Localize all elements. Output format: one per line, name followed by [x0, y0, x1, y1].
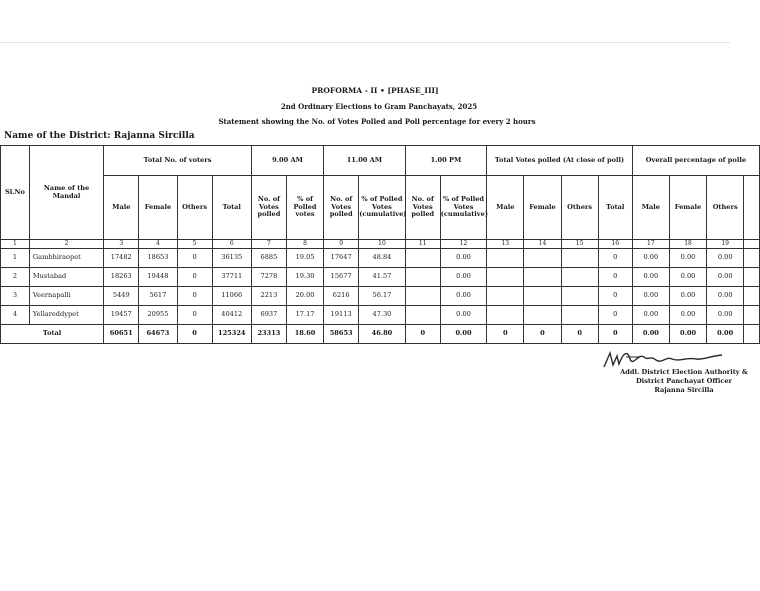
header-9am: 9.00 AM [251, 146, 323, 176]
cell-v1 [405, 249, 440, 268]
cell-others: 0 [177, 287, 212, 306]
cell-mandal: Yellareddypet [29, 306, 103, 325]
total-extra [744, 325, 760, 344]
cell-extra [744, 268, 760, 287]
total-v9: 23313 [251, 325, 286, 344]
total-overall-male: 0.00 [632, 325, 669, 344]
cell-v11: 15677 [324, 268, 359, 287]
cell-oo: 0.00 [707, 287, 744, 306]
total-overall-others: 0.00 [707, 325, 744, 344]
cell-v1 [405, 268, 440, 287]
col-num: 3 [104, 240, 139, 249]
cell-sl: 1 [1, 249, 30, 268]
sub-close-female: Female [524, 176, 561, 240]
cell-total: 40412 [212, 306, 251, 325]
cell-p9: 19.05 [286, 249, 323, 268]
cell-om: 0.00 [632, 306, 669, 325]
election-title: 2nd Ordinary Elections to Gram Panchayats, 2025 [280, 102, 478, 111]
cell-of: 0.00 [669, 268, 706, 287]
col-num: 10 [359, 240, 405, 249]
cell-v9: 7278 [251, 268, 286, 287]
total-total: 125324 [212, 325, 251, 344]
cell-p1: 0.00 [440, 268, 486, 287]
cell-co [561, 268, 598, 287]
total-v1: 0 [405, 325, 440, 344]
cell-ct: 0 [598, 268, 632, 287]
cell-om: 0.00 [632, 268, 669, 287]
header-slno: Sl.No [1, 146, 30, 240]
cell-cf [524, 306, 561, 325]
sub-others: Others [177, 176, 212, 240]
cell-others: 0 [177, 249, 212, 268]
col-num: 1 [1, 240, 30, 249]
votes-polled-table [0, 145, 760, 344]
header-mandal: Name of the Mandal [29, 146, 103, 240]
cell-oo: 0.00 [707, 249, 744, 268]
cell-p11: 47.30 [359, 306, 405, 325]
cell-sl: 3 [1, 287, 30, 306]
header-close-of-poll: Total Votes polled (At close of poll) [487, 146, 633, 176]
sub-close-male: Male [487, 176, 524, 240]
sub-votes-polled-11: No. of Votes polled [324, 176, 359, 240]
cell-om: 0.00 [632, 287, 669, 306]
cell-p1: 0.00 [440, 287, 486, 306]
col-num-extra [744, 240, 760, 249]
col-num: 6 [212, 240, 251, 249]
total-male: 60651 [104, 325, 139, 344]
cell-cf [524, 287, 561, 306]
col-num: 15 [561, 240, 598, 249]
cell-female: 5617 [139, 287, 177, 306]
cell-cm [487, 287, 524, 306]
cell-p9: 17.17 [286, 306, 323, 325]
sub-pct-cumulative-11: % of Polled Votes (cumulative) [359, 176, 405, 240]
cell-male: 19457 [104, 306, 139, 325]
sub-overall-others: Others [707, 176, 744, 240]
sub-overall-extra [744, 176, 760, 240]
cell-cm [487, 306, 524, 325]
cell-p9: 19.30 [286, 268, 323, 287]
header-total-voters: Total No. of voters [104, 146, 252, 176]
cell-oo: 0.00 [707, 268, 744, 287]
cell-p11: 48.84 [359, 249, 405, 268]
sub-votes-polled-1: No. of Votes polled [405, 176, 440, 240]
cell-female: 18653 [139, 249, 177, 268]
cell-co [561, 249, 598, 268]
district-name: Name of the District: Rajanna Sircilla [4, 131, 195, 141]
sub-female: Female [139, 176, 177, 240]
cell-v9: 6937 [251, 306, 286, 325]
col-num: 17 [632, 240, 669, 249]
scan-edge-line [0, 42, 730, 43]
totals-row [1, 325, 760, 344]
sub-votes-polled-9: No. of Votes polled [251, 176, 286, 240]
col-num: 2 [29, 240, 103, 249]
col-num: 7 [251, 240, 286, 249]
total-p9: 18.60 [286, 325, 323, 344]
table-container [0, 145, 747, 341]
col-num: 5 [177, 240, 212, 249]
cell-sl: 2 [1, 268, 30, 287]
header-11am: 11.00 AM [324, 146, 406, 176]
authority-line-3: Rajanna Sircilla [654, 386, 714, 395]
total-p11: 46.80 [359, 325, 405, 344]
cell-v11: 19113 [324, 306, 359, 325]
authority-line-2: District Panchayat Officer [635, 377, 733, 386]
cell-of: 0.00 [669, 287, 706, 306]
table-row [1, 287, 760, 306]
cell-ct: 0 [598, 306, 632, 325]
cell-co [561, 287, 598, 306]
total-others: 0 [177, 325, 212, 344]
total-close-others: 0 [561, 325, 598, 344]
col-num: 8 [286, 240, 323, 249]
cell-p1: 0.00 [440, 249, 486, 268]
cell-v9: 6885 [251, 249, 286, 268]
cell-v9: 2213 [251, 287, 286, 306]
cell-p1: 0.00 [440, 306, 486, 325]
cell-oo: 0.00 [707, 306, 744, 325]
cell-cm [487, 249, 524, 268]
cell-v11: 17647 [324, 249, 359, 268]
cell-co [561, 306, 598, 325]
cell-p11: 56.17 [359, 287, 405, 306]
cell-total: 11066 [212, 287, 251, 306]
cell-mandal: Gambhiraopet [29, 249, 103, 268]
cell-extra [744, 249, 760, 268]
cell-cm [487, 268, 524, 287]
column-number-row [1, 240, 760, 249]
authority-block [614, 368, 754, 396]
cell-male: 5449 [104, 287, 139, 306]
total-close-female: 0 [524, 325, 561, 344]
col-num: 14 [524, 240, 561, 249]
table-row [1, 249, 760, 268]
total-v11: 58653 [324, 325, 359, 344]
cell-mandal: Veernapalli [29, 287, 103, 306]
cell-others: 0 [177, 306, 212, 325]
col-num: 16 [598, 240, 632, 249]
cell-female: 19448 [139, 268, 177, 287]
cell-others: 0 [177, 268, 212, 287]
cell-total: 37711 [212, 268, 251, 287]
col-num: 4 [139, 240, 177, 249]
cell-male: 17482 [104, 249, 139, 268]
sub-male: Male [104, 176, 139, 240]
col-num: 11 [405, 240, 440, 249]
cell-v1 [405, 287, 440, 306]
total-close-total: 0 [598, 325, 632, 344]
total-overall-female: 0.00 [669, 325, 706, 344]
cell-mandal: Mustabad [29, 268, 103, 287]
proforma-title: PROFORMA - II • [PHASE_III] [311, 86, 439, 95]
table-row [1, 306, 760, 325]
total-female: 64673 [139, 325, 177, 344]
cell-cf [524, 249, 561, 268]
header-overall-percentage: Overall percentage of polle [632, 146, 759, 176]
sub-pct-polled-9: % of Polled votes [286, 176, 323, 240]
col-num: 9 [324, 240, 359, 249]
cell-of: 0.00 [669, 249, 706, 268]
authority-line-1: Addl. District Election Authority & [620, 368, 748, 376]
cell-ct: 0 [598, 287, 632, 306]
statement-title: Statement showing the No. of Votes Polled and Poll percentage for every 2 hours [218, 117, 536, 126]
sub-total: Total [212, 176, 251, 240]
cell-total: 36135 [212, 249, 251, 268]
cell-of: 0.00 [669, 306, 706, 325]
cell-extra [744, 287, 760, 306]
cell-p9: 20.00 [286, 287, 323, 306]
cell-sl: 4 [1, 306, 30, 325]
col-num: 13 [487, 240, 524, 249]
col-num: 19 [707, 240, 744, 249]
cell-p11: 41.57 [359, 268, 405, 287]
cell-female: 20955 [139, 306, 177, 325]
total-p1: 0.00 [440, 325, 486, 344]
cell-om: 0.00 [632, 249, 669, 268]
table-row [1, 268, 760, 287]
sub-close-others: Others [561, 176, 598, 240]
cell-ct: 0 [598, 249, 632, 268]
sub-close-total: Total [598, 176, 632, 240]
header-1pm: 1.00 PM [405, 146, 487, 176]
sub-overall-female: Female [669, 176, 706, 240]
col-num: 12 [440, 240, 486, 249]
cell-v11: 6216 [324, 287, 359, 306]
total-close-male: 0 [487, 325, 524, 344]
cell-male: 18263 [104, 268, 139, 287]
sub-pct-cumulative-1: % of Polled Votes (cumulative) [440, 176, 486, 240]
cell-cf [524, 268, 561, 287]
col-num: 18 [669, 240, 706, 249]
total-label: Total [1, 325, 104, 344]
sub-overall-male: Male [632, 176, 669, 240]
cell-extra [744, 306, 760, 325]
cell-v1 [405, 306, 440, 325]
